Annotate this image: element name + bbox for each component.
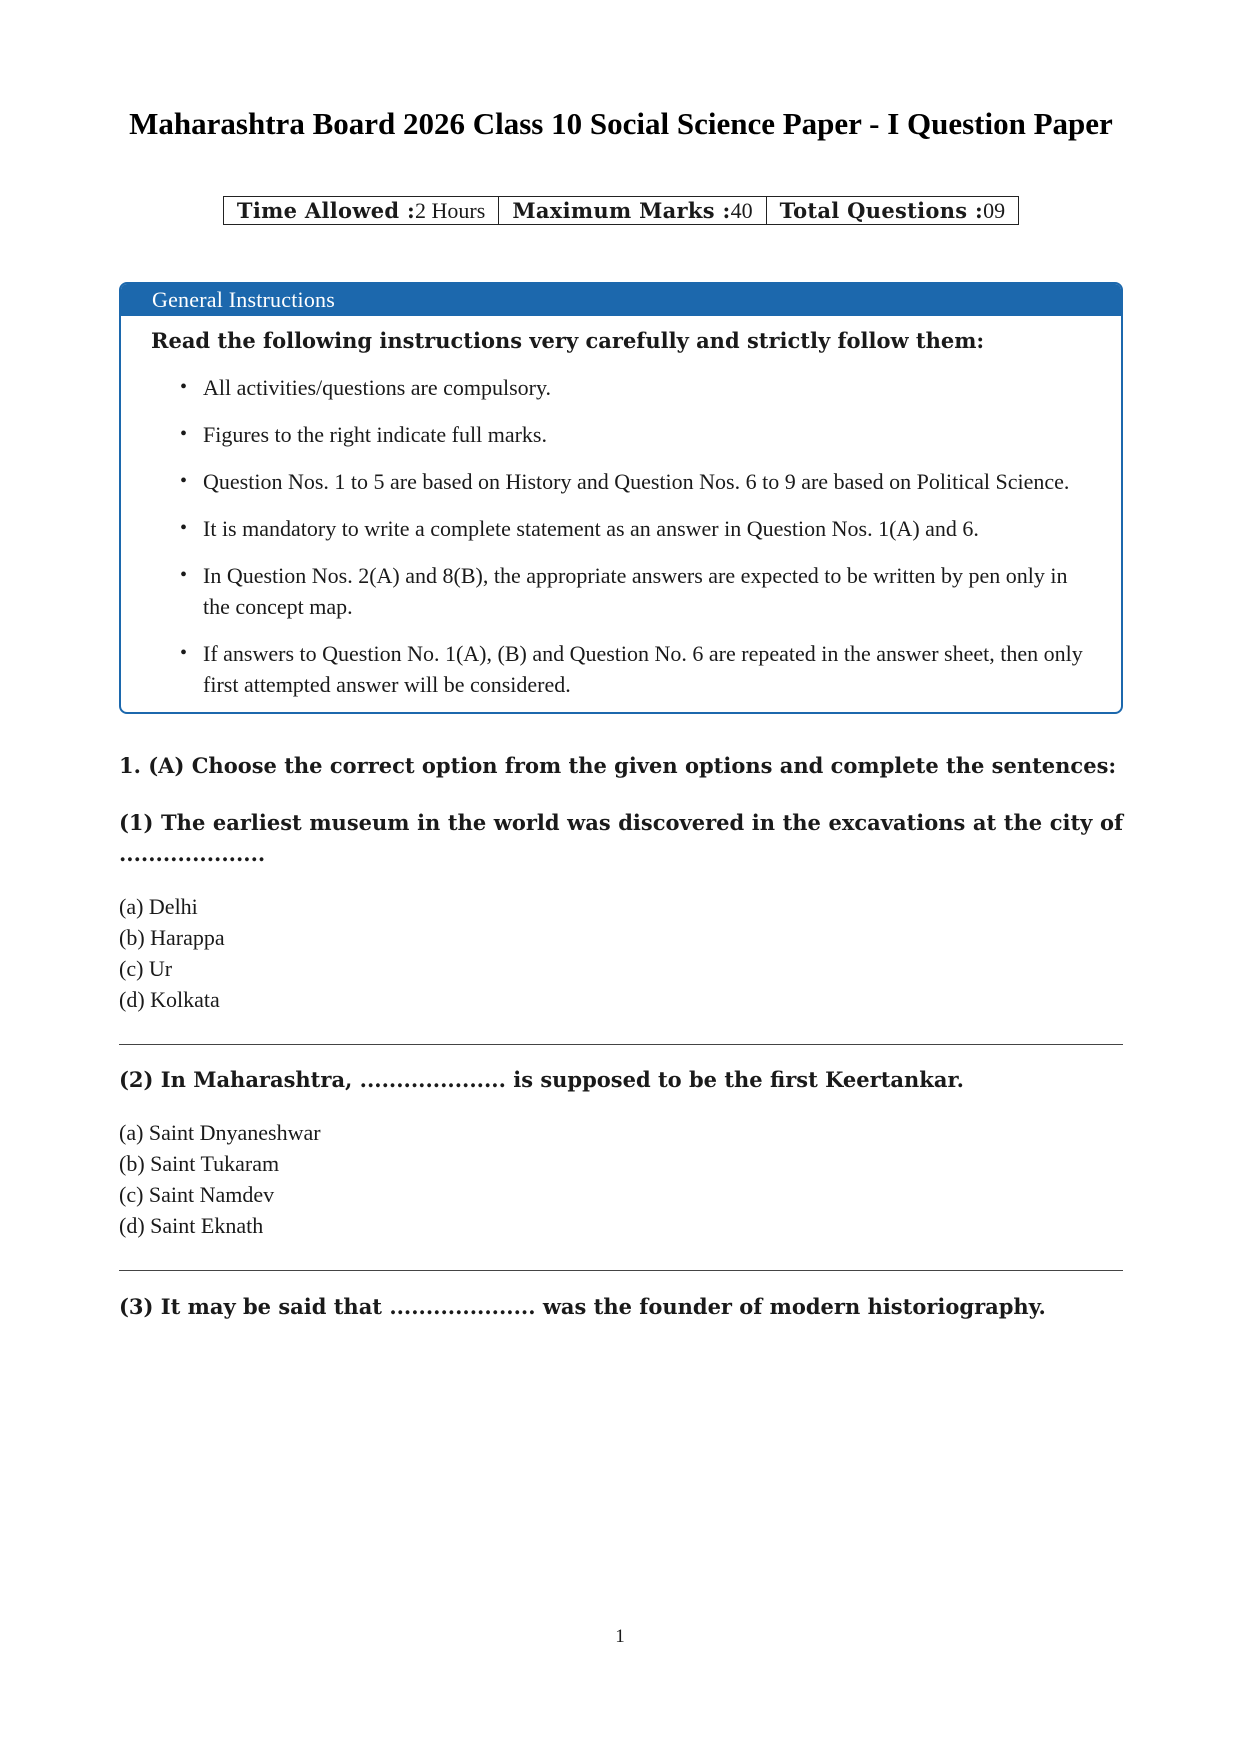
subquestion-1: (1) The earliest museum in the world was discovered in the excavations at the city of .................... bbox=[119, 810, 1123, 866]
maximum-marks-value: 40 bbox=[730, 198, 753, 223]
maximum-marks-label: Maximum Marks : bbox=[512, 198, 731, 223]
bullet-icon: • bbox=[180, 517, 188, 539]
time-allowed-value: 2 Hours bbox=[415, 198, 486, 223]
instruction-item: • All activities/questions are compulsory. bbox=[203, 372, 1091, 403]
bullet-icon: • bbox=[180, 376, 188, 398]
total-questions-value: 09 bbox=[983, 198, 1006, 223]
divider bbox=[119, 1044, 1123, 1045]
instruction-item: • Figures to the right indicate full marks. bbox=[203, 419, 1091, 450]
option-a: (a) Delhi bbox=[119, 894, 198, 919]
time-allowed-cell bbox=[224, 197, 499, 224]
subquestion-3: (3) It may be said that .................... was the founder of modern historiography. bbox=[119, 1294, 1046, 1319]
option-c: (c) Saint Namdev bbox=[119, 1182, 275, 1207]
maximum-marks-cell bbox=[499, 197, 766, 224]
instructions-list bbox=[151, 372, 1091, 700]
general-instructions-header: General Instructions bbox=[121, 284, 1121, 316]
page-number: 1 bbox=[615, 1626, 625, 1647]
instruction-item: • In Question Nos. 2(A) and 8(B), the appropriate answers are expected to be written by pen only in the concept map. bbox=[203, 560, 1091, 622]
bullet-icon: • bbox=[180, 564, 188, 586]
subquestion-1-options bbox=[119, 891, 1123, 1015]
exam-meta bbox=[119, 196, 1123, 225]
divider bbox=[119, 1270, 1123, 1271]
time-allowed-label: Time Allowed : bbox=[236, 198, 416, 223]
bullet-icon: • bbox=[180, 470, 188, 492]
instruction-item: • Question Nos. 1 to 5 are based on History and Question Nos. 6 to 9 are based on Political Science. bbox=[203, 466, 1091, 497]
instructions-lead: Read the following instructions very carefully and strictly follow them: bbox=[151, 328, 985, 353]
instruction-item: • If answers to Question No. 1(A), (B) and Question No. 6 are repeated in the answer sheet, then only first attempted answer will be considered. bbox=[203, 638, 1091, 700]
general-instructions-body bbox=[121, 316, 1121, 712]
option-b: (b) Harappa bbox=[119, 925, 225, 950]
option-d: (d) Saint Eknath bbox=[119, 1213, 264, 1238]
option-b: (b) Saint Tukaram bbox=[119, 1151, 280, 1176]
option-c: (c) Ur bbox=[119, 956, 173, 981]
question-paper-page bbox=[119, 0, 1123, 1322]
option-a: (a) Saint Dnyaneshwar bbox=[119, 1120, 321, 1145]
instruction-item: • It is mandatory to write a complete statement as an answer in Question Nos. 1(A) and 6. bbox=[203, 513, 1091, 544]
subquestion-2: (2) In Maharashtra, .................... is supposed to be the first Keertankar. bbox=[119, 1067, 964, 1092]
page-title: Maharashtra Board 2026 Class 10 Social Science Paper - I Question Paper bbox=[129, 106, 1113, 141]
option-d: (d) Kolkata bbox=[119, 987, 220, 1012]
question-1a-heading: 1. (A) Choose the correct option from the given options and complete the sentences: bbox=[119, 753, 1117, 778]
subquestion-2-options bbox=[119, 1117, 1123, 1241]
exam-meta-table bbox=[223, 196, 1019, 225]
general-instructions-box bbox=[119, 282, 1123, 714]
bullet-icon: • bbox=[180, 642, 188, 664]
total-questions-cell bbox=[767, 197, 1019, 224]
total-questions-label: Total Questions : bbox=[779, 198, 984, 223]
bullet-icon: • bbox=[180, 423, 188, 445]
